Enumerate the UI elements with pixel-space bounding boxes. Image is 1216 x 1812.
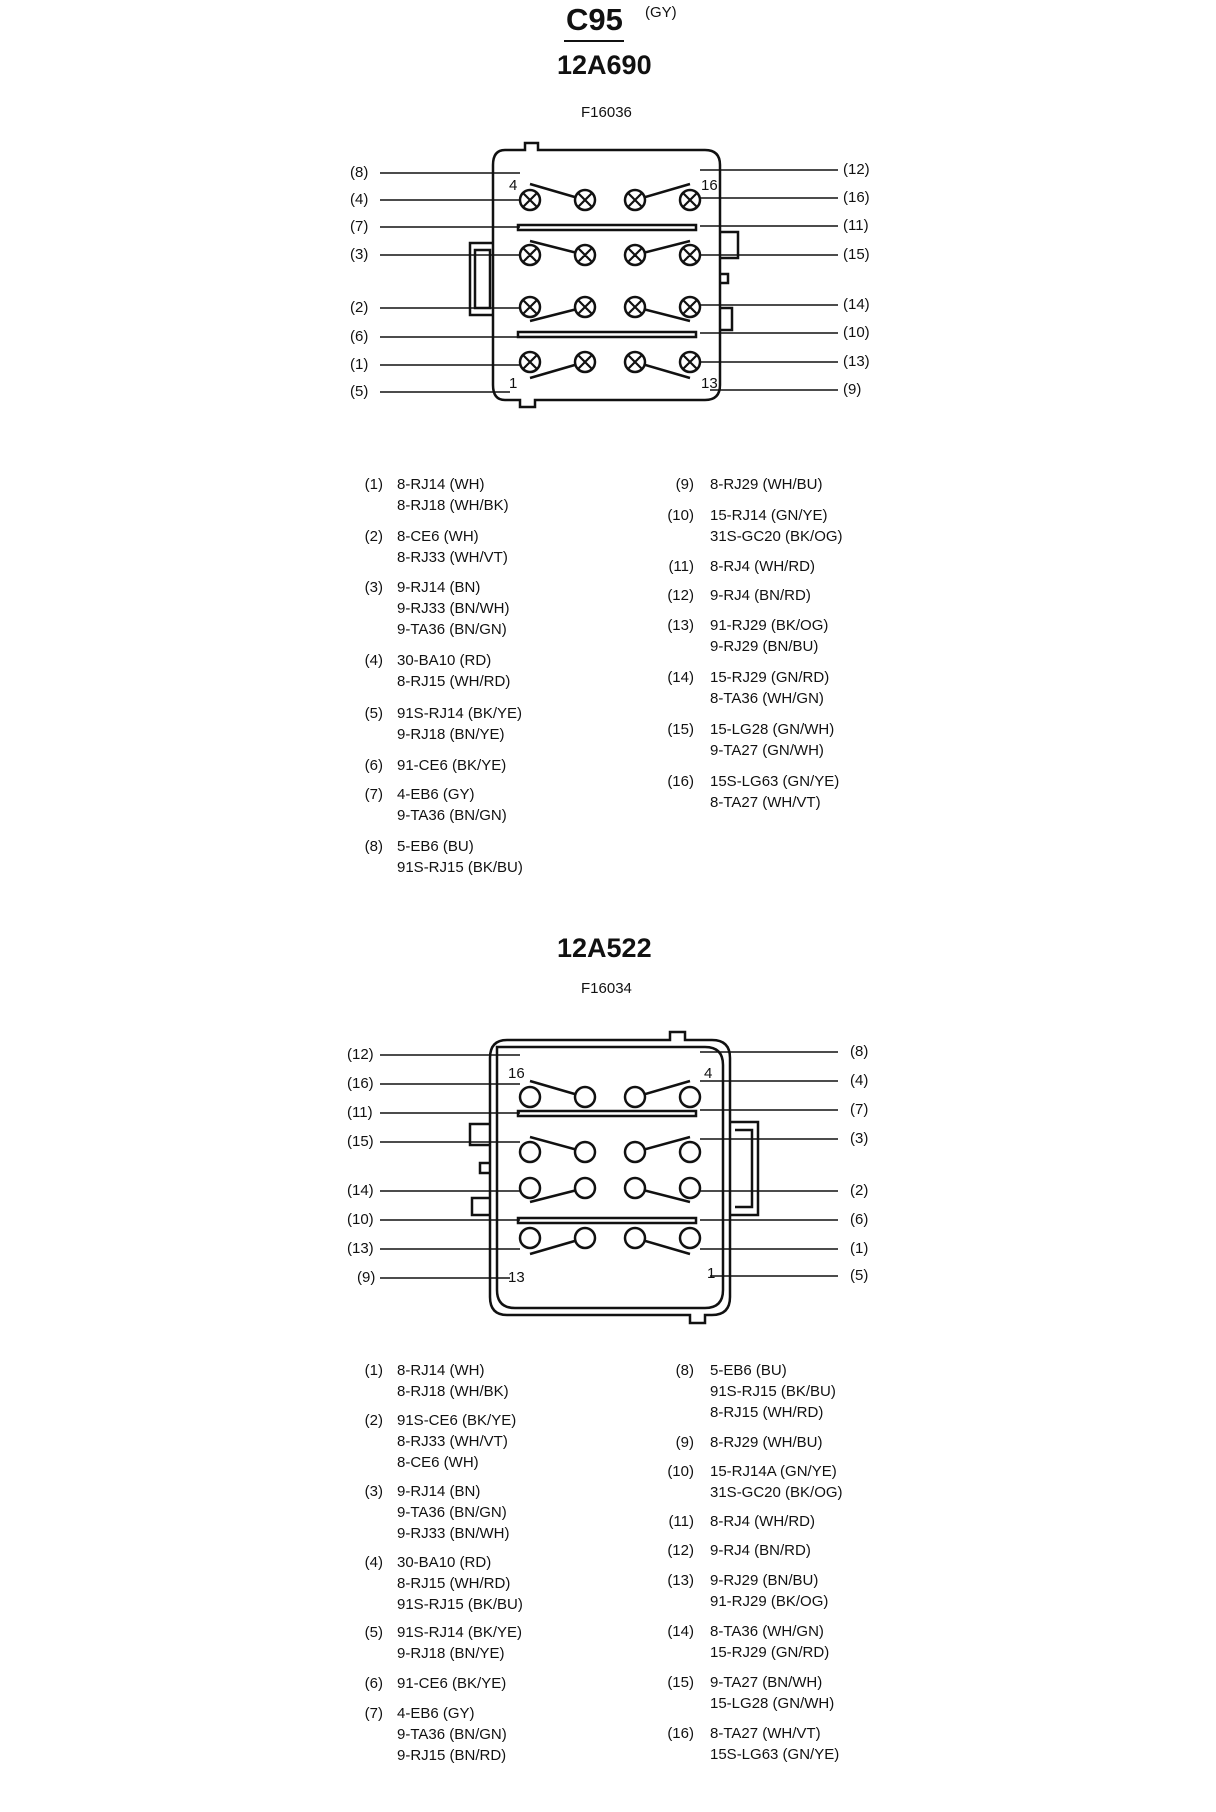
- pin-wires: 9-RJ29 (BN/BU) 91-RJ29 (BK/OG): [710, 1572, 829, 1610]
- pin-wires: 8-RJ29 (WH/BU): [710, 1434, 823, 1451]
- figure-id-top: F16036: [581, 104, 632, 121]
- pin-wires: 5-EB6 (BU) 91S-RJ15 (BK/BU) 8-RJ15 (WH/RD): [710, 1362, 836, 1421]
- side-label: (11): [843, 217, 869, 234]
- pin-number: (1): [364, 1362, 383, 1379]
- corner-number-13: 13: [701, 375, 718, 392]
- pin-wires: 15-RJ29 (GN/RD) 8-TA36 (WH/GN): [710, 669, 830, 707]
- pin-number: (8): [675, 1362, 694, 1379]
- pin-wires: 15S-LG63 (GN/YE) 8-TA27 (WH/VT): [710, 773, 840, 811]
- pin-number: (5): [364, 1624, 383, 1641]
- side-label: (12): [843, 161, 870, 178]
- side-label: (14): [347, 1182, 374, 1199]
- pin-number: (14): [667, 669, 694, 686]
- pin-wires: 9-TA27 (BN/WH) 15-LG28 (GN/WH): [710, 1674, 835, 1712]
- corner-number-1: 1: [707, 1265, 716, 1282]
- pin-number: (16): [667, 1725, 694, 1742]
- side-label: (15): [347, 1133, 374, 1150]
- pin-row-1: [520, 190, 700, 210]
- pin-wires: 8-RJ4 (WH/RD): [710, 1513, 815, 1530]
- pin-number: (8): [364, 838, 383, 855]
- pin-number: (6): [364, 757, 383, 774]
- pin-wires: 8-RJ29 (WH/BU): [710, 476, 823, 493]
- part-number-top: 12A690: [557, 50, 652, 80]
- side-label: (7): [850, 1101, 869, 1118]
- pin-number: (5): [364, 705, 383, 722]
- pin-number: (2): [364, 528, 383, 545]
- side-label: (3): [350, 246, 369, 263]
- pin-number: (3): [364, 1483, 383, 1500]
- side-label: (13): [347, 1240, 374, 1257]
- side-label: (7): [350, 218, 369, 235]
- pin-number: (16): [667, 773, 694, 790]
- side-label: (5): [350, 383, 369, 400]
- pin-wires: 8-TA36 (WH/GN) 15-RJ29 (GN/RD): [710, 1623, 830, 1661]
- pin-wires: 8-CE6 (WH) 8-RJ33 (WH/VT): [397, 528, 508, 566]
- pin-wires: 15-RJ14A (GN/YE) 31S-GC20 (BK/OG): [710, 1463, 843, 1501]
- side-label: (2): [350, 299, 369, 316]
- corner-number-16: 16: [701, 177, 718, 194]
- pin-number: (2): [364, 1412, 383, 1429]
- pin-wires: 8-RJ14 (WH) 8-RJ18 (WH/BK): [397, 1362, 509, 1400]
- side-label: (8): [350, 164, 369, 181]
- corner-number-4: 4: [509, 177, 518, 194]
- pin-wires: 9-RJ14 (BN) 9-RJ33 (BN/WH) 9-TA36 (BN/GN): [397, 579, 510, 638]
- side-label: (16): [347, 1075, 374, 1092]
- side-label: (4): [850, 1072, 869, 1089]
- side-label: (6): [350, 328, 369, 345]
- pin-number: (1): [364, 476, 383, 493]
- part-number-bottom: 12A522: [557, 933, 652, 963]
- pin-number: (9): [675, 476, 694, 493]
- pin-number: (6): [364, 1675, 383, 1692]
- side-label: (12): [347, 1046, 374, 1063]
- pin-row-1: [520, 1087, 700, 1107]
- pin-wires: 9-RJ4 (BN/RD): [710, 1542, 811, 1559]
- pin-number: (9): [675, 1434, 694, 1451]
- pin-wires: 15-LG28 (GN/WH) 9-TA27 (GN/WH): [710, 721, 835, 759]
- pin-wires: 91-CE6 (BK/YE): [397, 757, 507, 774]
- pin-number: (12): [667, 1542, 694, 1559]
- figure-id-bottom: F16034: [581, 980, 632, 997]
- pin-number: (15): [667, 721, 694, 738]
- side-label: (16): [843, 189, 870, 206]
- side-label: (11): [347, 1104, 373, 1121]
- side-label: (4): [350, 191, 369, 208]
- pin-row-3: [520, 297, 700, 317]
- pin-number: (15): [667, 1674, 694, 1691]
- pin-number: (3): [364, 579, 383, 596]
- pin-number: (11): [668, 558, 694, 575]
- side-label: (5): [850, 1267, 869, 1284]
- side-label: (10): [843, 324, 870, 341]
- side-label: (14): [843, 296, 870, 313]
- corner-number-1: 1: [509, 375, 518, 392]
- pin-number: (11): [668, 1513, 694, 1530]
- side-label: (2): [850, 1182, 869, 1199]
- pin-number: (10): [667, 507, 694, 524]
- pin-number: (14): [667, 1623, 694, 1640]
- pin-wires: 91S-CE6 (BK/YE) 8-RJ33 (WH/VT) 8-CE6 (WH): [397, 1412, 517, 1471]
- pin-number: (13): [667, 1572, 694, 1589]
- pin-wires: 8-TA27 (WH/VT) 15S-LG63 (GN/YE): [710, 1725, 840, 1763]
- pin-number: (12): [667, 587, 694, 604]
- pin-row-2: [520, 245, 700, 265]
- left-tabs: [470, 1124, 490, 1215]
- side-label: (13): [843, 353, 870, 370]
- pin-wires: 4-EB6 (GY) 9-TA36 (BN/GN) 9-RJ15 (BN/RD): [397, 1705, 507, 1764]
- connector-diagram-top: [0, 0, 1216, 460]
- side-label: (10): [347, 1211, 374, 1228]
- pin-row-4: [520, 352, 700, 372]
- pin-wires: 30-BA10 (RD) 8-RJ15 (WH/RD) 91S-RJ15 (BK/BU): [397, 1554, 523, 1613]
- pin-number: (4): [364, 1554, 383, 1571]
- right-latch: [730, 1122, 758, 1215]
- pin-number: (10): [667, 1463, 694, 1480]
- connector-diagram-bottom: [0, 1010, 1216, 1340]
- corner-number-13: 13: [508, 1269, 525, 1286]
- connector-id: C95: [566, 2, 623, 37]
- pin-wires: 30-BA10 (RD) 8-RJ15 (WH/RD): [397, 652, 511, 690]
- pin-wires: 91S-RJ14 (BK/YE) 9-RJ18 (BN/YE): [397, 1624, 523, 1662]
- pin-wires: 9-RJ14 (BN) 9-TA36 (BN/GN) 9-RJ33 (BN/WH): [397, 1483, 510, 1542]
- corner-number-16: 16: [508, 1065, 525, 1082]
- pin-number: (7): [364, 1705, 383, 1722]
- pin-wires: 4-EB6 (GY) 9-TA36 (BN/GN): [397, 786, 507, 824]
- pin-wires: 8-RJ4 (WH/RD): [710, 558, 815, 575]
- side-label: (6): [850, 1211, 869, 1228]
- pin-wires: 9-RJ4 (BN/RD): [710, 587, 811, 604]
- side-label: (9): [357, 1269, 376, 1286]
- side-label: (8): [850, 1043, 869, 1060]
- side-label: (9): [843, 381, 862, 398]
- connector-color: (GY): [645, 4, 677, 21]
- pin-row-2: [520, 1142, 700, 1162]
- side-label: (1): [850, 1240, 869, 1257]
- pin-wires: 8-RJ14 (WH) 8-RJ18 (WH/BK): [397, 476, 509, 514]
- pin-number: (4): [364, 652, 383, 669]
- pin-wires: 91-RJ29 (BK/OG) 9-RJ29 (BN/BU): [710, 617, 829, 655]
- side-label: (3): [850, 1130, 869, 1147]
- side-label: (15): [843, 246, 870, 263]
- pin-row-4: [520, 1228, 700, 1248]
- pin-number: (13): [667, 617, 694, 634]
- right-tab: [720, 232, 738, 330]
- pin-row-3: [520, 1178, 700, 1198]
- left-latch: [470, 243, 493, 315]
- pin-wires: 91S-RJ14 (BK/YE) 9-RJ18 (BN/YE): [397, 705, 523, 743]
- side-label: (1): [350, 356, 369, 373]
- corner-number-4: 4: [704, 1065, 713, 1082]
- pin-wires: 91-CE6 (BK/YE): [397, 1675, 507, 1692]
- pin-wires: 15-RJ14 (GN/YE) 31S-GC20 (BK/OG): [710, 507, 843, 545]
- pin-number: (7): [364, 786, 383, 803]
- pin-wires: 5-EB6 (BU) 91S-RJ15 (BK/BU): [397, 838, 523, 876]
